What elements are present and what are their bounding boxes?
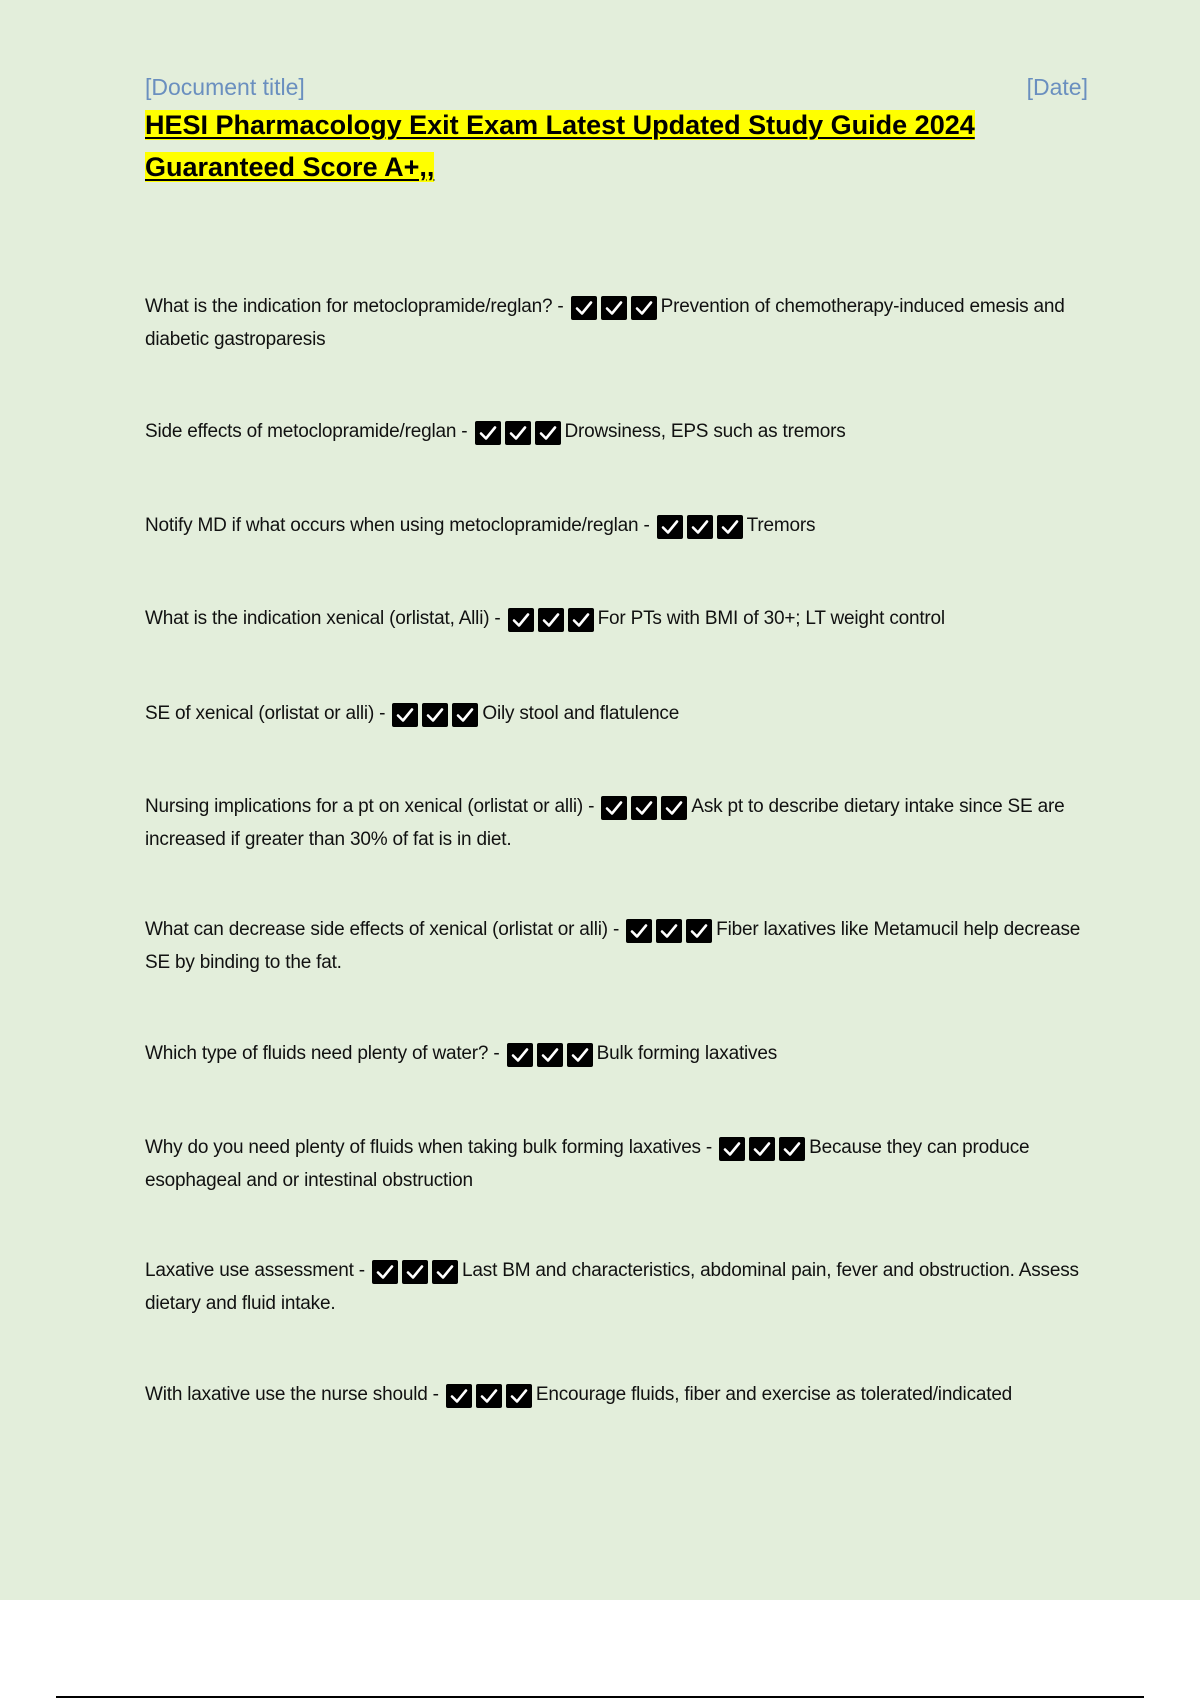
page-title-text: HESI Pharmacology Exit Exam Latest Updated Study Guide 2024 Guaranteed Score A+,, <box>145 110 975 182</box>
check-icon <box>686 919 712 943</box>
qa-answer: Fiber laxatives like Metamucil help decrease SE by binding to the fat. <box>145 919 1081 973</box>
check-icon <box>656 919 682 943</box>
check-icon <box>535 421 561 445</box>
check-icon <box>567 1043 593 1067</box>
check-icon-group <box>601 796 691 825</box>
qa-answer: Last BM and characteristics, abdominal pain, fever and obstruction. Assess dietary and fluid intake. <box>145 1260 1079 1314</box>
check-icon <box>601 796 627 820</box>
qa-question: Nursing implications for a pt on xenical (orlistat or alli) - <box>145 796 595 817</box>
qa-item <box>145 604 1090 637</box>
check-icon <box>631 296 657 320</box>
check-icon-group <box>508 608 598 637</box>
check-icon <box>687 515 713 539</box>
check-icon <box>392 703 418 727</box>
qa-answer: Bulk forming laxatives <box>596 1043 778 1064</box>
check-icon-group <box>657 515 747 544</box>
check-icon <box>452 703 478 727</box>
check-icon <box>626 919 652 943</box>
qa-answer: Prevention of chemotherapy-induced emesis and diabetic gastroparesis <box>145 296 1065 350</box>
check-icon-group <box>719 1137 809 1166</box>
check-icon-group <box>571 296 661 325</box>
qa-question: Notify MD if what occurs when using metoclopramide/reglan - <box>145 515 650 536</box>
check-icon <box>717 515 743 539</box>
qa-question: Which type of fluids need plenty of water? - <box>145 1043 500 1064</box>
check-icon <box>661 796 687 820</box>
check-icon-group <box>626 919 716 948</box>
check-icon <box>422 703 448 727</box>
check-icon <box>657 515 683 539</box>
check-icon <box>432 1260 458 1284</box>
qa-question: What is the indication xenical (orlistat, Alli) - <box>145 608 501 629</box>
check-icon <box>475 421 501 445</box>
header-document-title: [Document title] <box>145 74 305 100</box>
qa-item <box>145 511 1090 544</box>
check-icon <box>372 1260 398 1284</box>
check-icon <box>631 796 657 820</box>
qa-question: Side effects of metoclopramide/reglan - <box>145 421 468 442</box>
footer-rule <box>56 1696 1144 1698</box>
qa-item <box>145 915 1090 977</box>
check-icon <box>446 1384 472 1408</box>
qa-item <box>145 699 1090 732</box>
check-icon-group <box>507 1043 597 1072</box>
qa-answer: Oily stool and flatulence <box>482 703 680 724</box>
check-icon <box>506 1384 532 1408</box>
qa-item <box>145 1256 1090 1318</box>
qa-answer: Encourage fluids, fiber and exercise as tolerated/indicated <box>535 1384 1013 1405</box>
qa-answer: Tremors <box>746 515 816 536</box>
check-icon <box>568 608 594 632</box>
qa-answer: Drowsiness, EPS such as tremors <box>564 421 846 442</box>
check-icon <box>749 1137 775 1161</box>
qa-item <box>145 292 1090 354</box>
header-date: [Date] <box>1026 74 1088 100</box>
check-icon-group <box>372 1260 462 1289</box>
check-icon <box>476 1384 502 1408</box>
qa-answer: Because they can produce esophageal and or intestinal obstruction <box>145 1137 1030 1191</box>
qa-question: Laxative use assessment - <box>145 1260 365 1281</box>
check-icon-group <box>475 421 565 450</box>
qa-item <box>145 1039 1090 1072</box>
qa-answer: Ask pt to describe dietary intake since SE are increased if greater than 30% of fat is in diet. <box>145 796 1065 850</box>
qa-question: SE of xenical (orlistat or alli) - <box>145 703 386 724</box>
qa-item <box>145 1133 1090 1195</box>
qa-question: What is the indication for metoclopramide/reglan? - <box>145 296 564 317</box>
qa-answer: For PTs with BMI of 30+; LT weight control <box>597 608 945 629</box>
qa-item <box>145 417 1090 450</box>
check-icon <box>505 421 531 445</box>
check-icon <box>537 1043 563 1067</box>
check-icon <box>779 1137 805 1161</box>
check-icon-group <box>392 703 482 732</box>
qa-question: Why do you need plenty of fluids when taking bulk forming laxatives - <box>145 1137 713 1158</box>
check-icon <box>508 608 534 632</box>
qa-item <box>145 1380 1090 1413</box>
check-icon <box>507 1043 533 1067</box>
qa-question: With laxative use the nurse should - <box>145 1384 439 1405</box>
check-icon <box>601 296 627 320</box>
check-icon <box>571 296 597 320</box>
check-icon <box>719 1137 745 1161</box>
page-title <box>145 104 1045 188</box>
check-icon <box>538 608 564 632</box>
check-icon-group <box>446 1384 536 1413</box>
qa-question: What can decrease side effects of xenical (orlistat or alli) - <box>145 919 620 940</box>
qa-item <box>145 792 1090 854</box>
check-icon <box>402 1260 428 1284</box>
